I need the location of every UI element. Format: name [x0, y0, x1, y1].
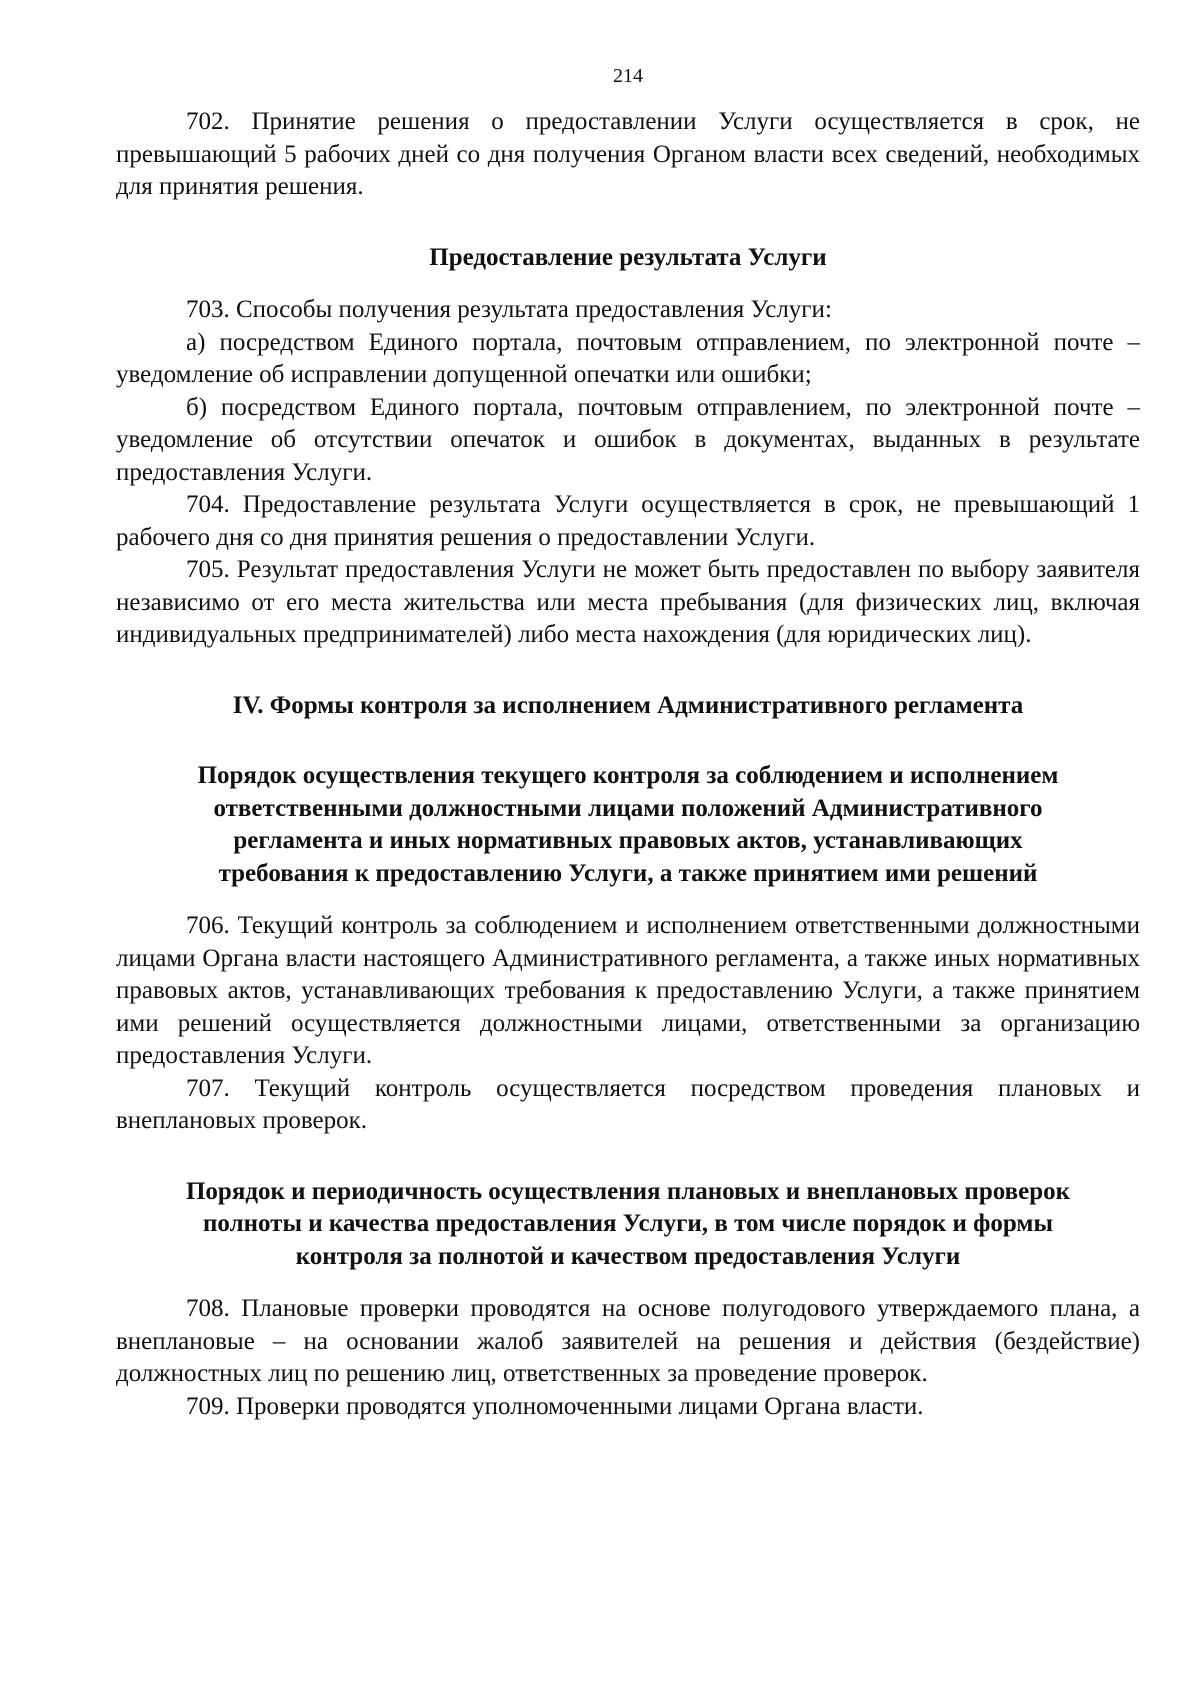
paragraph-707: 707. Текущий контроль осуществляется посредством проведения плановых и внеплановых проверок. [116, 1074, 1140, 1134]
paragraph-703-a: а) посредством Единого портала, почтовым отправлением, по электронной почте – уведомление об исправлении допущенной опечатки или ошибки; [116, 328, 1140, 388]
heading-line: требования к предоставлению Услуги, а также принятием ими решений [218, 859, 1038, 887]
paragraph-708: 708. Плановые проверки проводятся на основе полугодового утверждаемого плана, а внеплановые – на основании жалоб заявителей на решения и действия (бездействие) должностных лиц по решению лиц, ответственных за проведение проверок. [116, 1295, 1140, 1387]
heading-line: Порядок осуществления текущего контроля за соблюдением и исполнением [197, 762, 1059, 789]
paragraph-709: 709. Проверки проводятся уполномоченными лицами Органа власти. [186, 1392, 924, 1420]
paragraph-703: 703. Способы получения результата предоставления Услуги: [186, 296, 832, 323]
heading-line: контроля за полнотой и качеством предоставления Услуги [295, 1242, 961, 1270]
heading-line: регламента и иных нормативных правовых актов, устанавливающих [233, 827, 1023, 854]
heading-result-provision: Предоставление результата Услуги [429, 243, 827, 271]
heading-line: Порядок и периодичность осуществления плановых и внеплановых проверок [185, 1177, 1071, 1205]
heading-inspections [116, 1176, 1140, 1274]
paragraph-703-b: б) посредством Единого портала, почтовым отправлением, по электронной почте – уведомление об отсутствии опечаток и ошибок в документах, выданных в результате предоставления Услуги. [116, 393, 1140, 486]
heading-line: ответственными должностными лицами положений Административного [213, 794, 1043, 822]
document-page [116, 64, 1140, 1423]
paragraph-705: 705. Результат предоставления Услуги не может быть предоставлен по выбору заявителя независимо от его места жительства или места пребывания (для физических лиц, включая индивидуальных предпринимателей) либо места нахождения (для юридических лиц). [116, 556, 1140, 648]
heading-line: полноты и качества предоставления Услуги, в том числе порядок и формы [203, 1210, 1053, 1237]
paragraph-706: 706. Текущий контроль за соблюдением и исполнением ответственными должностными лицами Органа власти настоящего Административного регламента, а также иных нормативных правовых актов, устанавливающих требования к предоставлению Услуги, а также принятием ими решений осуществляется должностными лицами, ответственными за организацию предоставления Услуги. [116, 912, 1140, 1069]
page-number: 214 [613, 65, 643, 87]
paragraph-702: 702. Принятие решения о предоставлении Услуги осуществляется в срок, не превышающий 5 рабочих дней со дня получения Органом власти всех сведений, необходимых для принятия решения. [116, 108, 1140, 200]
paragraph-704: 704. Предоставление результата Услуги осуществляется в срок, не превышающий 1 рабочего дня со дня принятия решения о предоставлении Услуги. [116, 491, 1140, 551]
heading-current-control [116, 760, 1140, 890]
section-heading-iv: IV. Формы контроля за исполнением Административного регламента [232, 691, 1024, 719]
